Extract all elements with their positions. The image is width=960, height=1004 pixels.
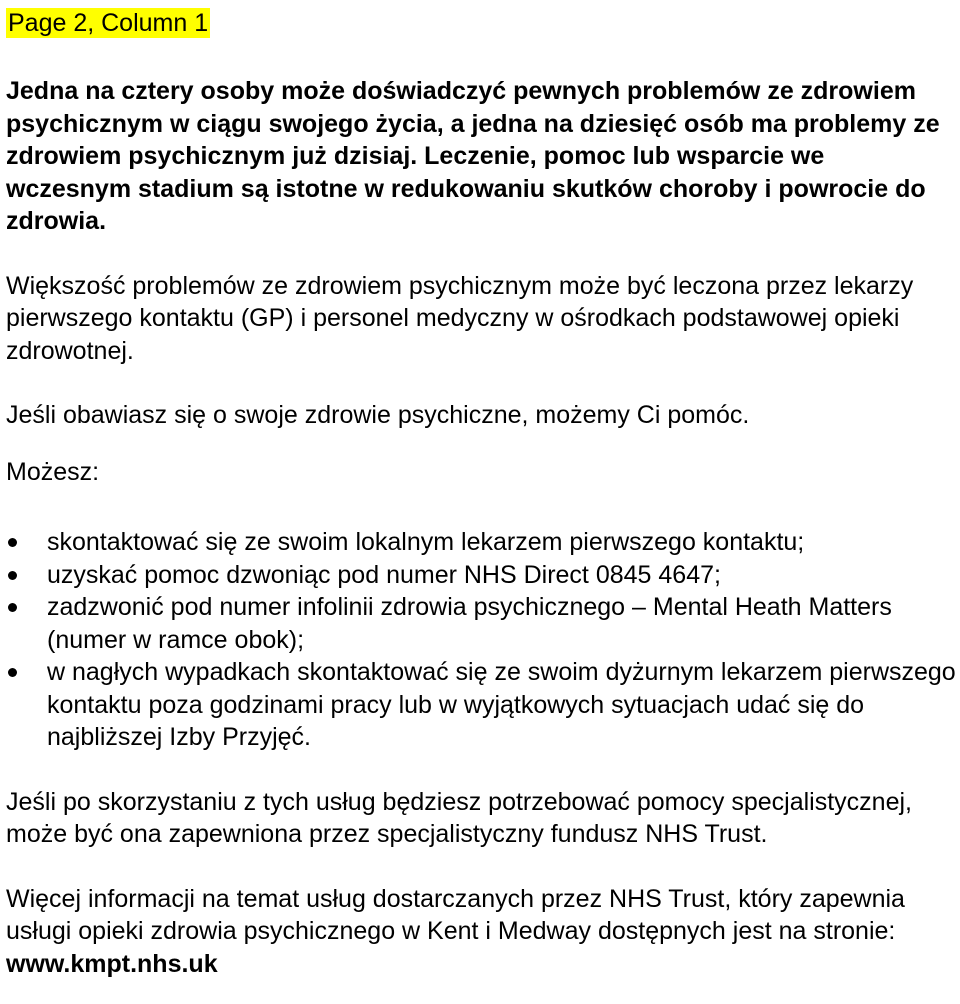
list-item-text: skontaktować się ze swoim lokalnym lekarzem pierwszego kontaktu; [47, 528, 805, 556]
specialist-paragraph: Jeśli po skorzystaniu z tych usług będziesz potrzebować pomocy specjalistycznej, może być ona zapewniona przez specjalistyczny fundusz NHS Trust. [6, 787, 912, 848]
list-item [6, 656, 956, 754]
bullet-icon [8, 571, 17, 580]
document-page [6, 0, 956, 980]
options-list [6, 526, 956, 754]
more-info-text: Więcej informacji na temat usług dostarczanych przez NHS Trust, który zapewnia usługi opieki zdrowia psychicznego w Kent i Medway dostępnych jest na stronie: [6, 884, 905, 945]
page-column-tag: Page 2, Column 1 [8, 9, 209, 37]
list-item [6, 526, 956, 559]
list-item [6, 591, 956, 656]
list-item-text: w nagłych wypadkach skontaktować się ze swoim dyżurnym lekarzem pierwszego kontaktu poza godzinami pracy lub w wyjątkowych sytuacjach udać się do najbliższej Izby Przyjęć. [47, 658, 956, 751]
list-item-text: uzyskać pomoc dzwoniąc pod numer NHS Direct 0845 4647; [47, 560, 721, 589]
website-link[interactable]: www.kmpt.nhs.uk [6, 949, 218, 978]
list-item [6, 559, 956, 592]
bullet-icon [8, 603, 17, 612]
list-item-text: zadzwonić pod numer infolinii zdrowia psychicznego – Mental Heath Matters (numer w ramce obok); [47, 593, 892, 654]
bullet-icon [8, 668, 17, 677]
gp-paragraph: Większość problemów ze zdrowiem psychicznym może być leczona przez lekarzy pierwszego kontaktu (GP) i personel medyczny w ośrodkach podstawowej opieki zdrowotnej. [6, 271, 914, 365]
bullet-icon [8, 538, 17, 547]
can-label: Możesz: [6, 457, 100, 486]
help-paragraph: Jeśli obawiasz się o swoje zdrowie psychiczne, możemy Ci pomóc. [6, 401, 750, 429]
intro-paragraph: Jedna na cztery osoby może doświadczyć pewnych problemów ze zdrowiem psychicznym w ciągu swojego życia, a jedna na dziesięć osób ma problemy ze zdrowiem psychicznym już dzisiaj. Leczenie, pomoc lub wsparcie we wczesnym stadium są istotne w redukowaniu skutków choroby i powrocie do zdrowia. [6, 77, 940, 235]
more-info-paragraph [6, 883, 956, 981]
